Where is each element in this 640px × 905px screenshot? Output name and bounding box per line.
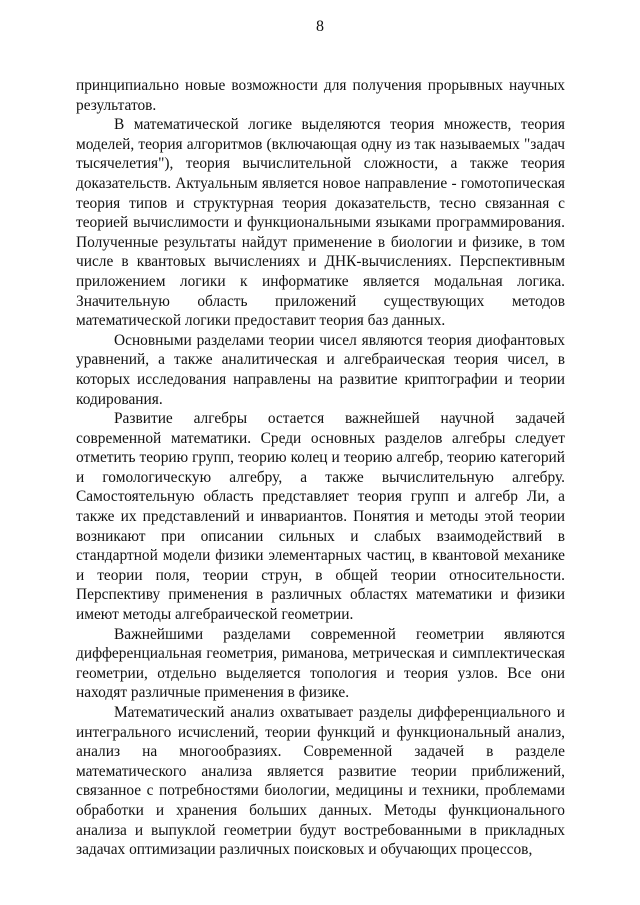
- paragraph-geometry: Важнейшими разделами современной геометрии являются дифференциальная геометрия, риманова, метрическая и симплектическая геометрии, отдельно выделяется топология и теория узлов. Все они находят различные применения в физике.: [76, 625, 565, 702]
- paragraph-analysis: Математический анализ охватывает разделы дифференциального и интегрального исчислений, теории функций и функциональный анализ, анализ на многообразиях. Современной задачей в разделе математического анализа является развитие теории приближений, связанное с потребностями биологии, медицины и техники, проблемами обработки и хранения больших данных. Методы функционального анализа и выпуклой геометрии будут востребованными в прикладных задачах оптимизации различных поисковых и обучающих процессов,: [76, 704, 565, 859]
- paragraph-algebra: Развитие алгебры остается важнейшей научной задачей современной математики. Среди основных разделов алгебры следует отметить теорию групп, теорию колец и теорию алгебр, теорию категорий и гомологическую алгебру, а также вычислительную алгебру. Самостоятельную область представляет теория групп и алгебр Ли, а также их представлений и инвариантов. Понятия и методы этой теории возникают при описании сильных и слабых взаимодействий в стандартной модели физики элементарных частиц, в квантовой механике и теории поля, теории струн, в общей теории относительности. Перспективу применения в различных областях математики и физики имеют методы алгебраической геометрии.: [76, 410, 565, 624]
- paragraph-continuation: принципиально новые возможности для получения прорывных научных результатов.: [76, 77, 565, 114]
- paragraph-number-theory: Основными разделами теории чисел являются теория диофантовых уравнений, а также аналитическая и алгебраическая теория чисел, в которых исследования направлены на развитие криптографии и теории кодирования.: [76, 331, 565, 408]
- page-body: [76, 76, 565, 860]
- page-number: 8: [316, 18, 324, 35]
- paragraph-mathematical-logic: В математической логике выделяются теория множеств, теория моделей, теория алгоритмов (включающая одну из так называемых "задач тысячелетия"), теория вычислительной сложности, а также теория доказательств. Актуальным является новое направление - гомотопическая теория типов и структурная теория доказательств, тесно связанная с теорией вычислимости и функциональными языками программирования. Полученные результаты найдут применение в биологии и физике, в том числе в квантовых вычислениях и ДНК-вычислениях. Перспективным приложением логики к информатике является модальная логика. Значительную область приложений существующих методов математической логики предоставит теория баз данных.: [76, 116, 565, 330]
